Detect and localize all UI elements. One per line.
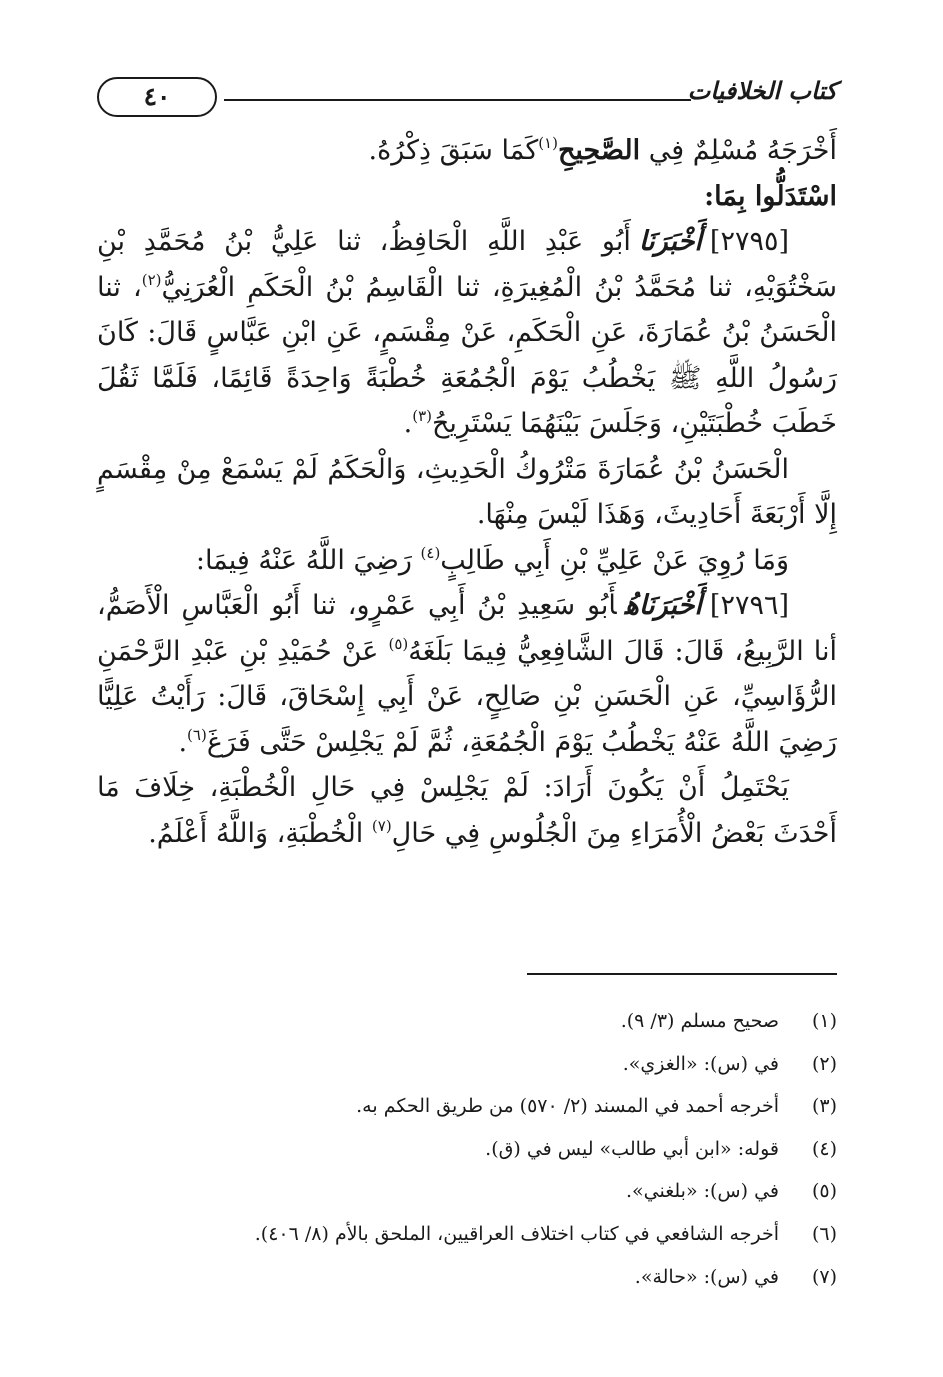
footnote-number: (٦) bbox=[811, 1222, 837, 1245]
page-header bbox=[97, 74, 837, 124]
footnote-ref: (٣) bbox=[412, 407, 432, 425]
sahih-title: الصَّحِيحِ bbox=[557, 135, 641, 166]
footnote-text: قوله: «ابن أبي طالب» ليس في (ق). bbox=[485, 1137, 779, 1160]
page-number: ٤٠ bbox=[97, 77, 217, 117]
footnote-item bbox=[97, 1128, 837, 1171]
footnote-number: (٢) bbox=[811, 1052, 837, 1075]
hadith-2796: [٢٧٩٦]أَخْبَرَنَاهُأَبُو سَعِيدِ بْنُ أَبِي عَمْرٍو، ثنا أَبُو الْعَبَّاسِ الْأَصَمُّ، أنا الرَّبِيعُ، قَالَ: قَالَ الشَّافِعِيُّ فِيمَا بَلَغَهُ$^{(٥)}$ عَنْ حُمَيْدِ بْنِ عَبْدِ الرَّحْمَنِ الرُّؤَاسِيِّ، عَنِ الْحَسَنِ بْنِ صَالِحٍ، عَنْ أَبِي إِسْحَاقَ، قَالَ: رَأَيْتُ عَلِيًّا رَضِيَ اللَّهُ عَنْهُ يَخْطُبُ يَوْمَ الْجُمُعَةِ، ثُمَّ لَمْ يَجْلِسْ حَتَّى فَرَغَ$^{(٦)}$. bbox=[97, 590, 837, 758]
paragraph-sahih: أَخْرَجَهُ مُسْلِمٌ فِي الصَّحِيحِ$^{(١)}$كَمَا سَبَقَ ذِكْرُهُ. bbox=[368, 134, 837, 166]
footnote-number: (٤) bbox=[811, 1137, 837, 1160]
footnote-text: أخرجه الشافعي في كتاب اختلاف العراقيين، الملحق بالأم (٨/ ٤٠٦). bbox=[254, 1222, 779, 1245]
header-rule bbox=[224, 99, 691, 101]
paragraph-ali: وَمَا رُوِيَ عَنْ عَلِيِّ بْنِ أَبِي طَالِبٍ$^{(٤)}$ رَضِيَ اللَّهُ عَنْهُ فِيمَا: bbox=[195, 543, 789, 576]
footnote-item bbox=[97, 1213, 837, 1256]
hadith-number: [٢٧٩٥] bbox=[709, 226, 789, 257]
footnote-ref: (٦) bbox=[187, 725, 207, 744]
footnote-ref: (١) bbox=[538, 134, 558, 152]
narration-word: أَخْبَرَنَا bbox=[638, 226, 702, 257]
footnote-text: في (س): «الغزي». bbox=[622, 1052, 779, 1075]
paragraph-comment: الْحَسَنُ بْنُ عُمَارَةَ مَتْرُوكُ الْحَدِيثِ، وَالْحَكَمُ لَمْ يَسْمَعْ مِنْ مِقْسَمٍ إِلَّا أَرْبَعَةَ أَحَادِيثَ، وَهَذَا لَيْسَ مِنْهَا. bbox=[97, 453, 837, 530]
footnote-text: أخرجه أحمد في المسند (٢/ ٥٧٠) من طريق الحكم به. bbox=[356, 1095, 779, 1118]
footnote-ref: (٥) bbox=[388, 634, 409, 653]
footnote-number: (٥) bbox=[811, 1180, 837, 1203]
hadith-2795: [٢٧٩٥]أَخْبَرَنَاأَبُو عَبْدِ اللَّهِ الْحَافِظُ، ثنا عَلِيُّ بْنُ مُحَمَّدِ بْنِ سَخْتُوَيْهِ، ثنا مُحَمَّدُ بْنُ الْمُغِيرَةِ، ثنا الْقَاسِمُ بْنُ الْحَكَمِ الْعُرَنِيُّ$^{(٢)}$، ثنا الْحَسَنُ بْنُ عُمَارَةَ، عَنِ الْحَكَمِ، عَنْ مِقْسَمٍ، عَنِ ابْنِ عَبَّاسٍ قَالَ: كَانَ رَسُولُ اللَّهِ ﷺ يَخْطُبُ يَوْمَ الْجُمُعَةِ خُطْبَةً وَاحِدَةً قَائِمًا، فَلَمَّا ثَقُلَ خَطَبَ خُطْبَتَيْنِ، وَجَلَسَ بَيْنَهُمَا يَسْتَرِيحُ$^{(٣)}$. bbox=[97, 226, 837, 439]
footnote-ref: (٢) bbox=[141, 270, 162, 289]
book-title: كتاب الخلافيات bbox=[687, 76, 837, 105]
footnote-text: صحيح مسلم (٣/ ٩). bbox=[620, 1010, 779, 1032]
footnote-number: (٧) bbox=[811, 1265, 837, 1288]
footnotes bbox=[97, 1000, 837, 1298]
footnote-item bbox=[97, 1043, 837, 1086]
main-text bbox=[97, 128, 837, 856]
narration-word: أَخْبَرَنَاهُ bbox=[624, 590, 702, 621]
footnote-item bbox=[97, 1256, 837, 1299]
footnote-number: (١) bbox=[811, 1010, 837, 1032]
footnote-text: في (س): «بلغني». bbox=[625, 1180, 779, 1203]
footnote-item bbox=[97, 1170, 837, 1213]
section-heading: اسْتَدَلُّوا بِمَا: bbox=[704, 180, 837, 212]
paragraph-conclusion: يَحْتَمِلُ أَنْ يَكُونَ أَرَادَ: لَمْ يَجْلِسْ فِي حَالِ الْخُطْبَةِ، خِلَافَ مَا أَحْدَثَ بَعْضُ الْأُمَرَاءِ مِنَ الْجُلُوسِ فِي حَالِ$^{(٧)}$ الْخُطْبَةِ، وَاللَّهُ أَعْلَمُ. bbox=[97, 772, 837, 849]
footnote-text: في (س): «حالة». bbox=[634, 1265, 779, 1288]
footnote-rule bbox=[527, 973, 837, 975]
footnote-item bbox=[97, 1000, 837, 1043]
footnote-number: (٣) bbox=[811, 1095, 837, 1118]
footnote-ref: (٧) bbox=[371, 816, 392, 835]
hadith-number: [٢٧٩٦] bbox=[709, 590, 789, 621]
footnote-item bbox=[97, 1085, 837, 1128]
footnote-ref: (٤) bbox=[420, 543, 441, 562]
